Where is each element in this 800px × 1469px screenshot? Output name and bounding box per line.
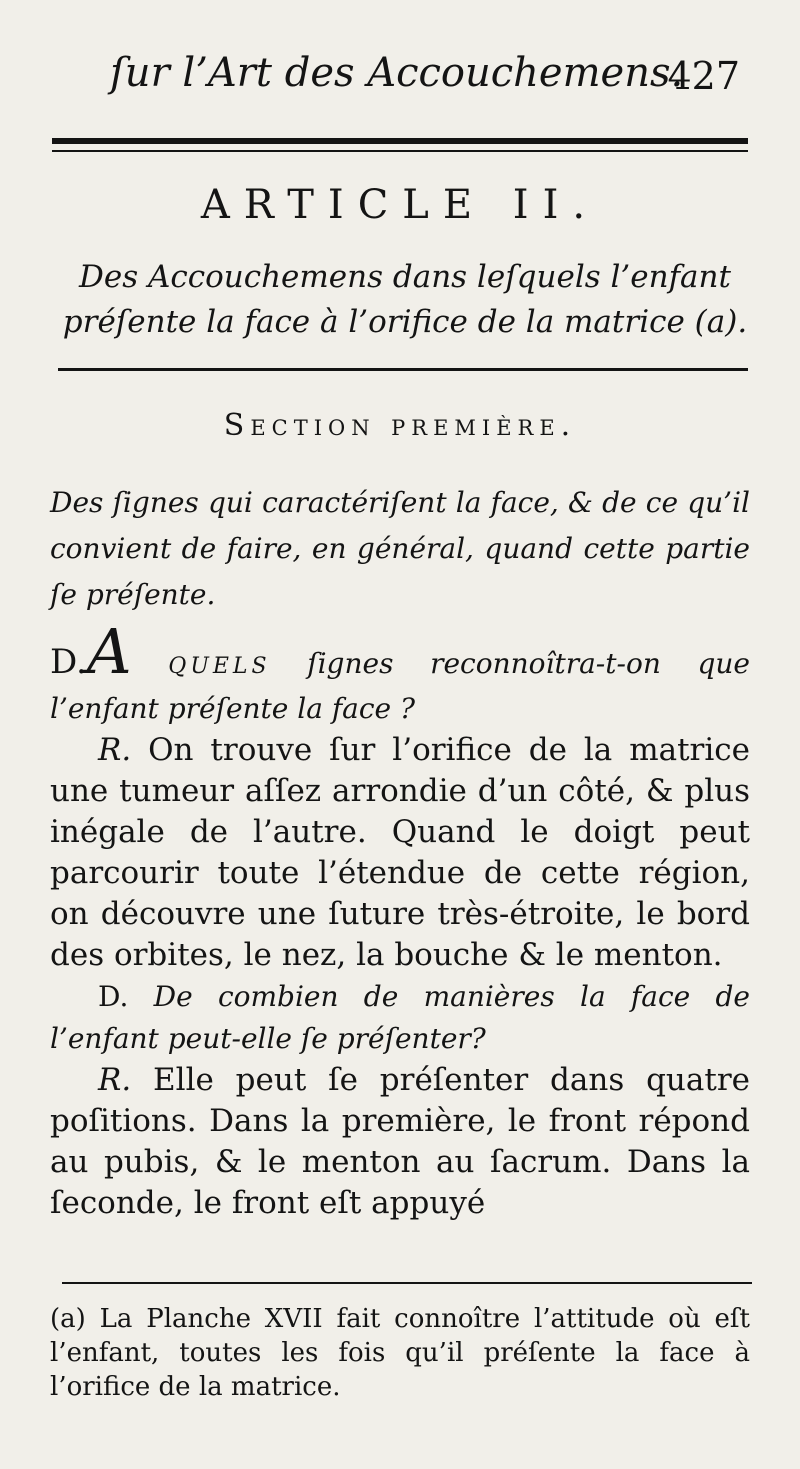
running-title: ſur l’Art des Accouchemens. — [110, 50, 684, 96]
answer-2-label: R. — [98, 1062, 132, 1098]
body-text — [50, 615, 750, 1224]
section-heading: Section première. — [223, 408, 577, 443]
question-1 — [50, 615, 750, 730]
question-1-text: ſignes reconnoîtra-t-on que l’enfant préſente la face ? — [50, 647, 750, 725]
question-2-label: D. — [98, 980, 129, 1013]
question-1-label: D. — [50, 642, 87, 682]
question-2 — [50, 976, 750, 1060]
article-subtitle: Des Accouchemens dans leſquels l’enfant préſente la face à l’orifice de la matrice (a). — [62, 259, 748, 340]
header-rule — [52, 138, 748, 152]
answer-1 — [50, 730, 750, 976]
drop-cap: A — [86, 615, 132, 688]
section-rule — [58, 368, 748, 371]
footnote: (a) La Planche XVII fait connoître l’attitude où eſt l’enfant, toutes les fois qu’il préſente la face à l’orifice de la matrice. — [50, 1304, 750, 1402]
question-1-smallcaps: QUELS — [168, 654, 271, 679]
section-subtitle: Des ſignes qui caractériſent la face, & de ce qu’il convient de faire, en général, quand cette partie ſe préſente. — [50, 486, 750, 611]
running-head — [110, 42, 750, 112]
page-number: 427 — [667, 54, 740, 98]
question-2-text: De combien de manières la face de l’enfant peut-elle ſe préſenter? — [50, 980, 750, 1055]
article-heading: ARTICLE II. — [200, 182, 600, 228]
answer-1-text: On trouve ſur l’orifice de la matrice une tumeur aſſez arrondie d’un côté, & plus inégale de l’autre. Quand le doigt peut parcourir toute l’étendue de cette région, on découvre une ſuture très-étroite, le bord des orbites, le nez, la bouche & le menton. — [50, 732, 750, 973]
footnote-rule — [62, 1282, 752, 1284]
answer-1-label: R. — [98, 732, 132, 768]
answer-2 — [50, 1060, 750, 1224]
answer-2-text: Elle peut ſe préſenter dans quatre poſitions. Dans la première, le front répond au pubis, & le menton au ſacrum. Dans la ſeconde, le front eſt appuyé — [50, 1062, 750, 1221]
